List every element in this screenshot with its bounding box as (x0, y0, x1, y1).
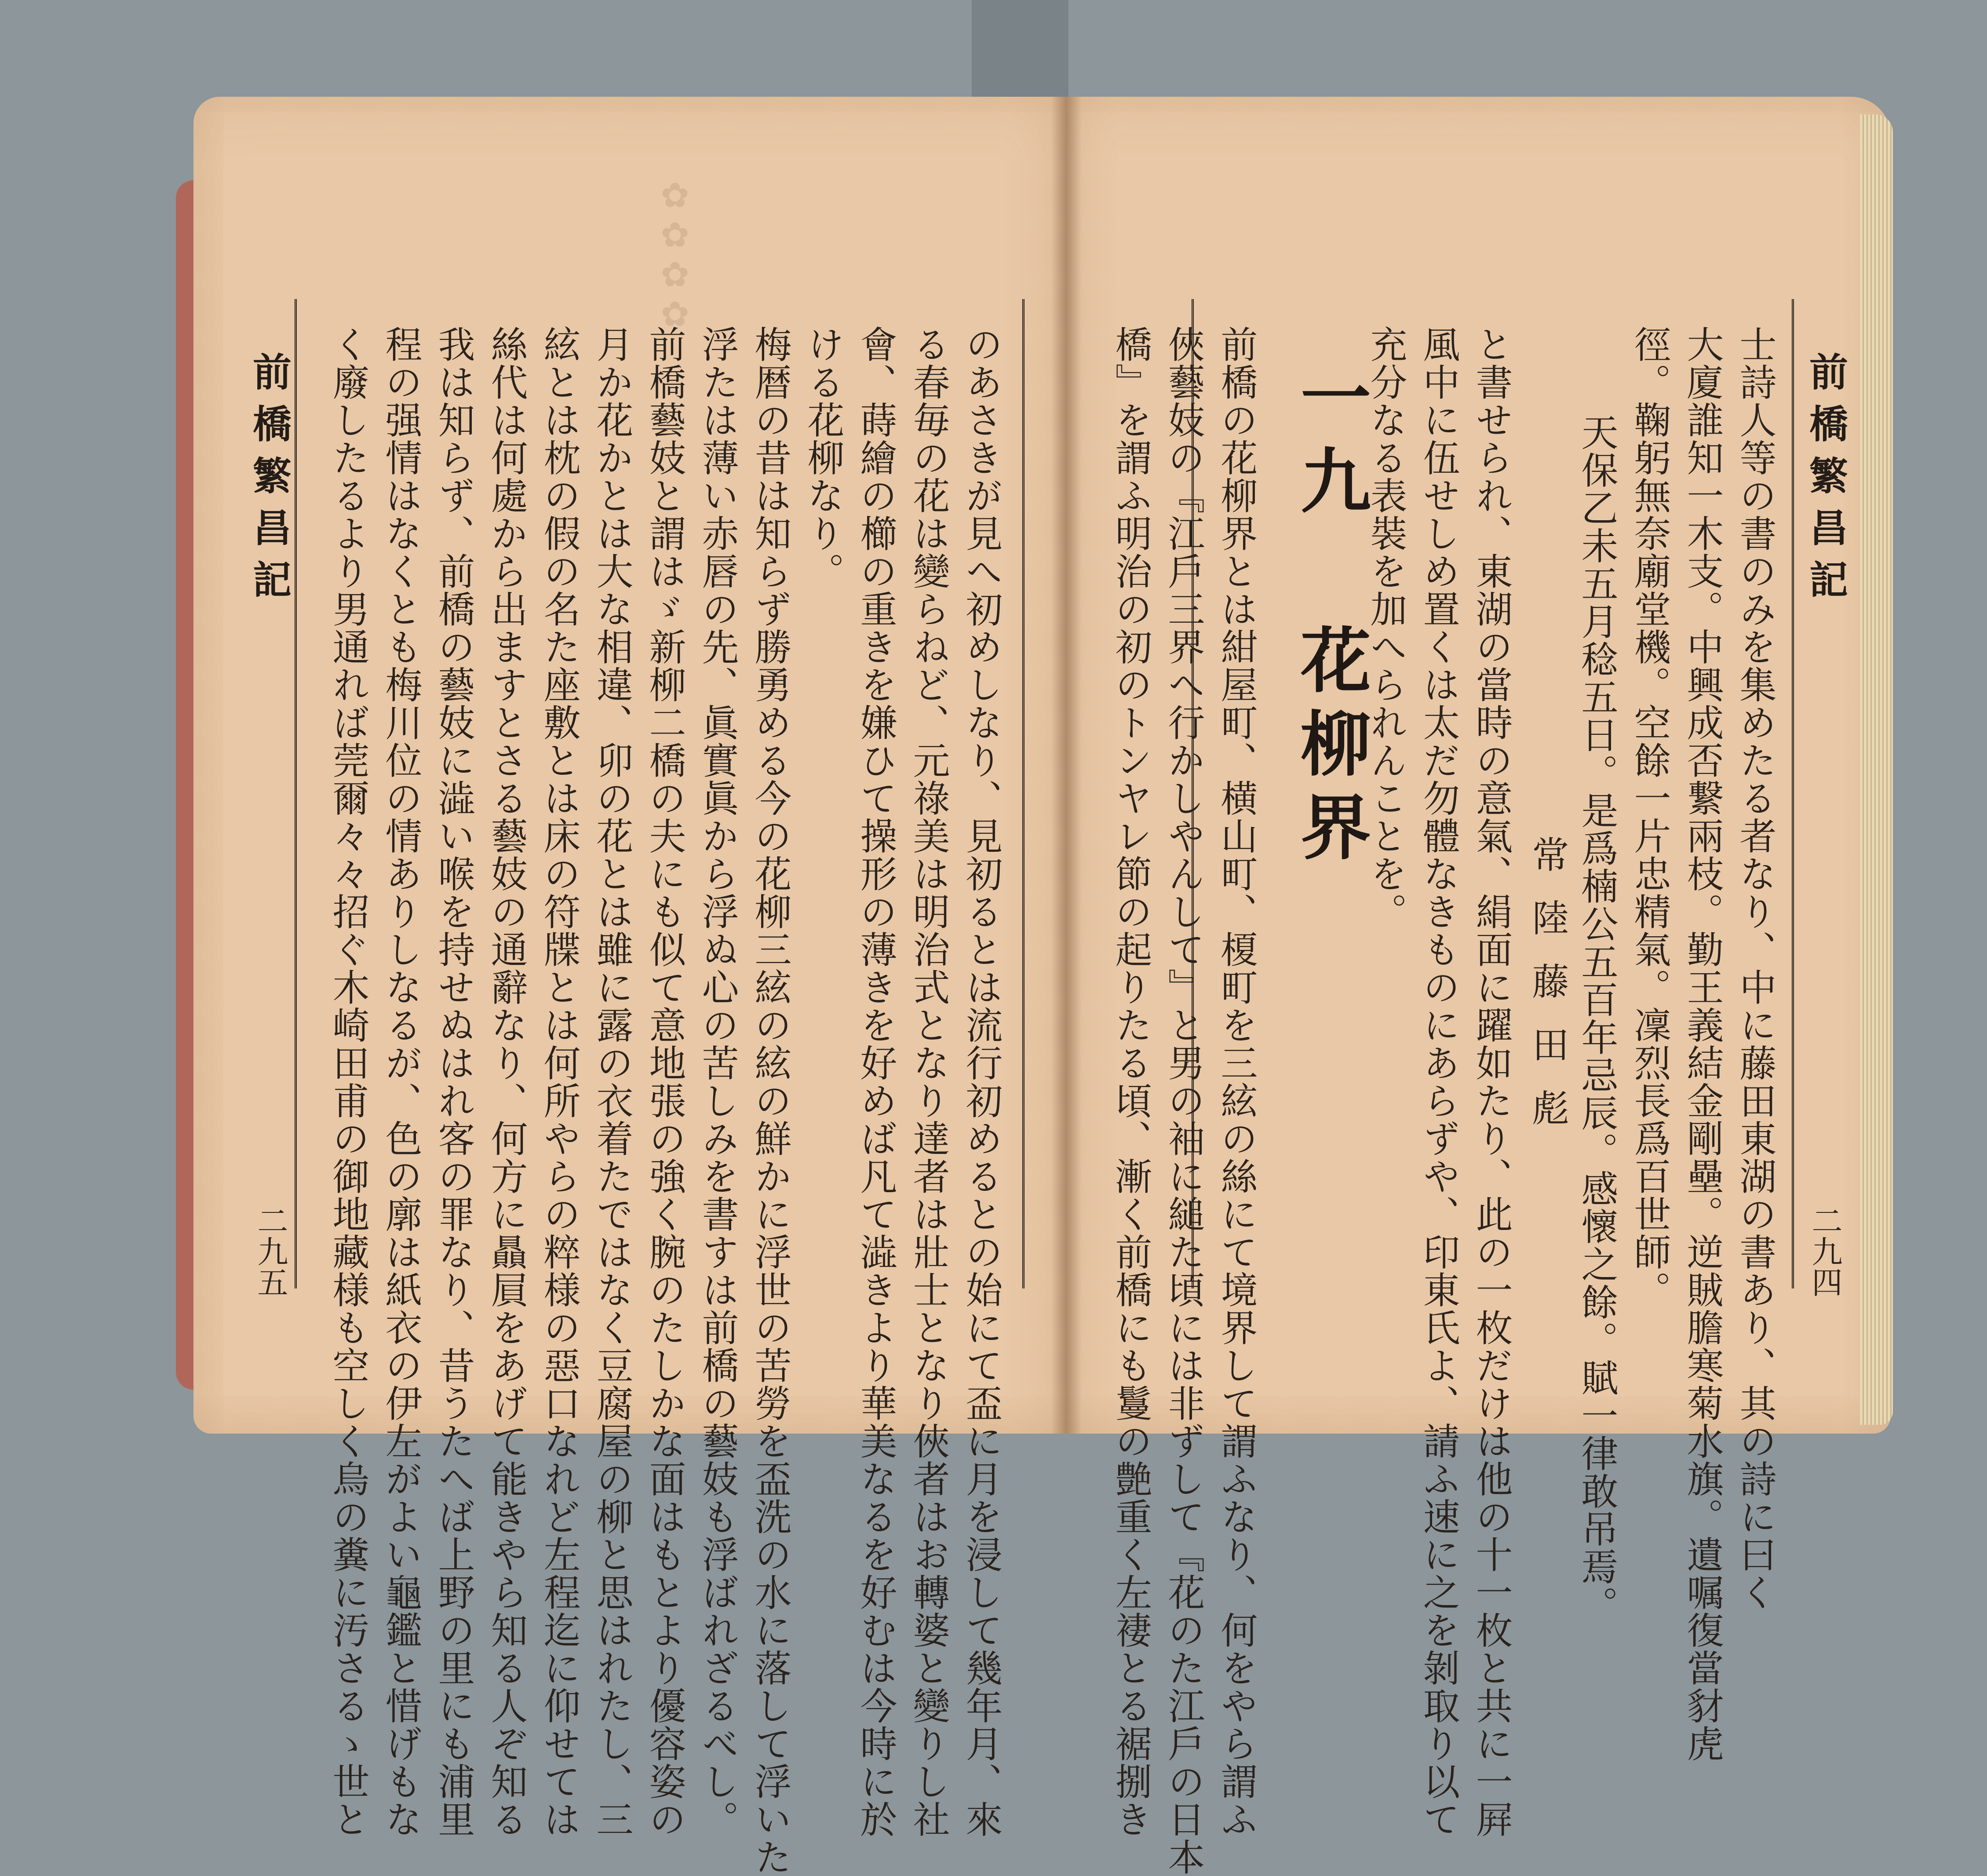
right-folio: 二九四 (1807, 1205, 1843, 1297)
right-col-2: 大廈誰知一木支。中興成否繋兩枝。勤王義結金剛壘。逆賊膽寒菊水旗。遺嘱復當豺虎 (1681, 325, 1724, 1763)
right-col-6: 風中に伍せしめ置くは太だ勿體なきものにあらずや、印東氏よ、請ふ速に之を剝取り以て (1417, 325, 1460, 1838)
bleed-through-stamp: ✿✿✿✿ (655, 176, 695, 334)
left-col-12: 程の强情はなくとも梅川位の情ありしなるが、色の廓は紙衣の伊左がよい龜鑑と惜げもな (379, 325, 423, 1838)
left-col-1: のあさきが見へ初めしなり、見初るとは流行初めるとの始にて盃に月を浸して幾年月、來 (960, 325, 1003, 1838)
left-folio: 二九五 (252, 1205, 288, 1297)
left-col-2: る春毎の花は變らねど、元祿美は明治式となり達者は壯士となり俠者はお轉婆と變りし社 (907, 325, 950, 1838)
left-col-4: ける花柳なり。 (802, 325, 845, 590)
right-col-10: 橋』を謂ふ明治の初のトンヤレ節の起りたる頃、漸く前橋にも鬘の艶重く左褄とる裾捌き (1109, 325, 1152, 1838)
left-col-5: 梅暦の昔は知らず勝勇める今の花柳三絃の絃の鮮かに浮世の苦勞を盃洗の水に落して浮いた (749, 325, 792, 1876)
right-col-7: 充分なる表裝を加へられんことを。 (1364, 325, 1407, 931)
section-heading: 一九 花柳界 (1289, 361, 1371, 874)
left-col-9: 絃とは枕の假の名た座敷とは床の符牒とは何所やらの粹様の惡口なれど左程迄に仰せては (538, 325, 581, 1838)
left-running-head: 前橋繁昌記 (247, 352, 292, 611)
book-edge-right (1860, 114, 1893, 1425)
right-running-head: 前橋繁昌記 (1803, 352, 1849, 611)
right-col-3: 徑。鞠躬無奈廟堂機。空餘一片忠精氣。凜烈長爲百世師。 (1628, 325, 1671, 1309)
left-col-3: 會、蒔繪の櫛の重きを嫌ひて操形の薄きを好めば凡て澁きより華美なるを好むは今時に於 (854, 325, 897, 1838)
left-col-11: 我は知らず、前橋の藝妓に澁い喉を持せぬはれ客の罪なり、昔うたへば上野の里にも浦里 (432, 325, 475, 1838)
left-col-10: 絲代は何處から出ますとさる藝妓の通辭なり、何方に贔屓をあげて能きやら知る人ぞ知る (485, 325, 528, 1838)
right-col-9: 俠藝妓の『江戶三界へ行かしやんして』と男の袖に縋た頃には非ずして『花のた江戶の日本 (1162, 325, 1205, 1876)
left-col-6: 浮たは薄い赤唇の先、眞實眞から浮ぬ心の苦しみを書すは前橋の藝妓も浮ばれざるべし。 (696, 325, 739, 1838)
right-col-5: と書せられ、東湖の當時の意氣、絹面に躍如たり、此の一枚だけは他の十一枚と共に一屛 (1470, 325, 1513, 1838)
poem-author: 常陸藤田彪 (1526, 836, 1569, 1152)
right-col-8: 前橋の花柳界とは紺屋町、横山町、榎町を三絃の絲にて境界して謂ふなり、何をやら謂ふ (1215, 325, 1258, 1838)
left-col-8: 月か花かとは大な相違、卯の花とは雖に露の衣着たではなく豆腐屋の柳と思はれたし、三 (591, 325, 634, 1838)
open-book (167, 79, 1891, 1876)
page-gutter (1051, 97, 1082, 1434)
right-col-4: 天保乙未五月稔五日。是爲楠公五百年忌辰。感懷之餘。賦一律敢吊焉。 (1575, 413, 1619, 1624)
left-col-7: 前橋藝妓と謂はゞ新柳二橋の夫にも似て意地張の強く腕のたしかな面はもとより優容姿の (643, 325, 686, 1838)
right-col-1: 士詩人等の書のみを集めたる者なり、中に藤田東湖の書あり、其の詩に曰く (1734, 325, 1777, 1611)
left-col-13: く廢したるより男通れば莞爾々々招ぐ木崎田甫の御地藏様も空しく烏の糞に汚さるゝ世と (327, 325, 370, 1838)
